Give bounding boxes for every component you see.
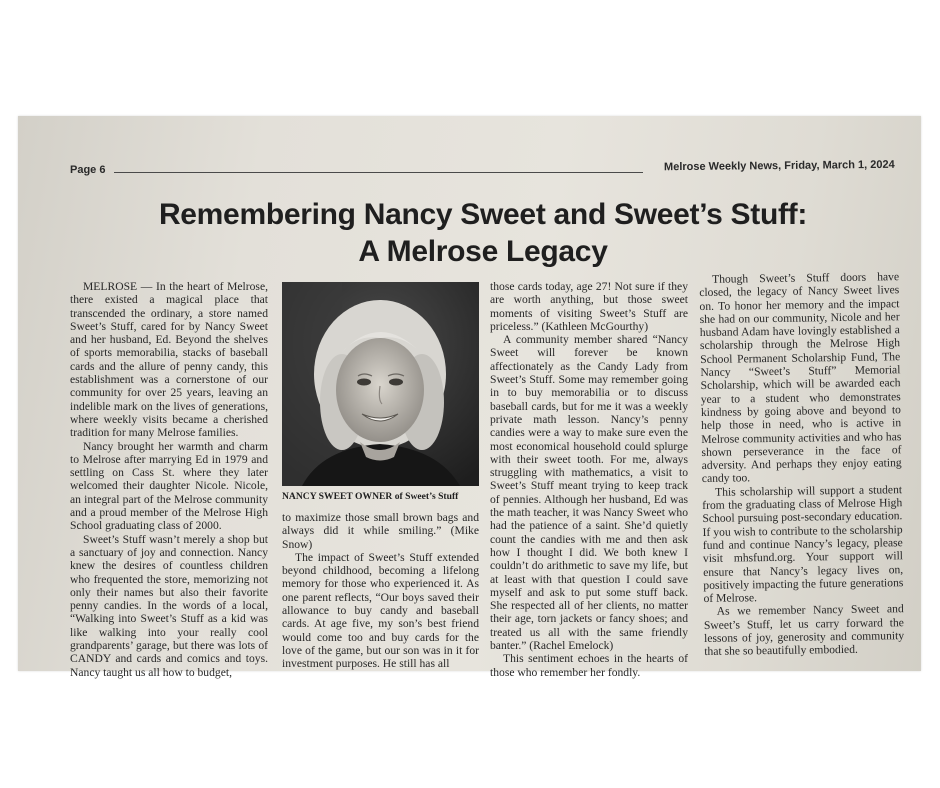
article-column-4: [699, 270, 904, 658]
article-headline: [58, 196, 908, 270]
newspaper-clipping: [18, 116, 921, 679]
newspaper-dateline: Melrose Weekly News, Friday, March 1, 2024: [664, 158, 896, 174]
article-column-1: [70, 280, 268, 679]
paragraph: MELROSE — In the heart of Melrose, there existed a magical place that transcended the ordinary, a store named Sweet’s Stuff, cared for by Nancy Sweet and her husband, Ed. Beyond the shelves of sports memorabilia, stacks of baseball cards and the allure of penny candy, this establishment was a cornerstone of our community for over 25 years, leaving an indelible mark on the lives of generations, where weekly visits became a cherished tradition for many Melrose families.: [70, 280, 268, 440]
paragraph: This scholarship will support a student from the graduating class of Melrose High School pursuing post-secondary education. If you wish to contribute to the scholarship fund and continue Nancy’s legacy, please visit mhsfund.org. Your support will ensure that Nancy’s legacy lives on, positively impacting the future generations of Melrose.: [702, 482, 904, 606]
headline-line-2: A Melrose Legacy: [358, 235, 608, 268]
paragraph: As we remember Nancy Sweet and Sweet’s Stuff, let us carry forward the lessons of joy, generosity and community that she so beautifully embodied.: [703, 602, 905, 659]
article-column-2: [282, 511, 479, 671]
header-rule: [114, 172, 643, 173]
paragraph: Nancy brought her warmth and charm to Melrose after marrying Ed in 1979 and settling on Cass St. where they later welcomed their daughter Nicole. Nicole, an integral part of the Melrose community and a proud member of the Melrose High School graduating class of 2000.: [70, 439, 268, 533]
page-header: [70, 160, 895, 178]
photo-caption: NANCY SWEET OWNER of Sweet’s Stuff: [282, 491, 459, 502]
paragraph: The impact of Sweet’s Stuff extended beyond childhood, becoming a lifelong memory for those who experienced it. As one parent reflects, “Our boys saved their allowance to buy candy and baseball cards. At age five, my son’s best friend would come too and buy cards for the love of the game, but our son was in it for investment purposes. He still has all: [282, 550, 479, 671]
paragraph: Though Sweet’s Stuff doors have closed, the legacy of Nancy Sweet lives on. To honor her memory and the impact she had on our community, Nicole and her husband Adam have lovingly established a scholarship through the Melrose High School Permanent Scholarship Fund, The Nancy “Sweet’s Stuff” Memorial Scholarship, which will be awarded each year to a student who demonstrates kindness by going above and beyond to help those in need, who is active in Melrose community activities and who has shown perseverance in the face of adversity. And perhaps they enjoy eating candy too.: [699, 270, 902, 486]
portrait-photo: [282, 282, 479, 486]
page-number: Page 6: [70, 164, 106, 176]
portrait-image: [282, 282, 479, 486]
paragraph: A community member shared “Nancy Sweet will forever be known affectionately as the Candy Lady from Sweet’s Stuff. Some may remember going in to buy memorabilia or to discuss baseball cards, but for me it was a weekly private math lesson. Nancy’s penny candies were a way to make sure even the most economical household could splurge with their sweet tooth. For me, always struggling with mathematics, a visit to Sweet’s Stuff meant trying to keep track of pennies. Although her husband, Ed was the math teacher, it was Nancy Sweet who had the patience of a saint. She’d quietly count the candies with me and then ask how I thought I did. We both knew I couldn’t do arithmetic to save my life, but at least with that question I could save myself and ask to put some stuff back. She respected all of her clients, no matter their age, torn jackets or fancy shoes; and treated us all with the same friendly banter.” (Rachel Emelock): [490, 333, 688, 653]
paragraph: Sweet’s Stuff wasn’t merely a shop but a sanctuary of joy and connection. Nancy knew the desires of countless children who frequented the store, memorizing not only their names but also their favorite penny candies. In the words of a local, “Walking into Sweet’s Stuff as a kid was like walking into your really cool grandparents’ garage, but there was lots of CANDY and cards and comics and toys. Nancy taught us all how to budget,: [70, 532, 268, 679]
article-column-3: [490, 280, 688, 679]
paragraph: those cards today, age 27! Not sure if they are worth anything, but those sweet moments of visiting Sweet’s Stuff are priceless.” (Kathleen McGourthy): [490, 280, 688, 333]
paragraph: This sentiment echoes in the hearts of those who remember her fondly.: [490, 652, 688, 679]
paragraph: to maximize those small brown bags and always did it while smiling.” (Mike Snow): [282, 511, 479, 551]
photo-block: [282, 282, 479, 506]
headline-line-1: Remembering Nancy Sweet and Sweet’s Stuff:: [158, 198, 808, 231]
